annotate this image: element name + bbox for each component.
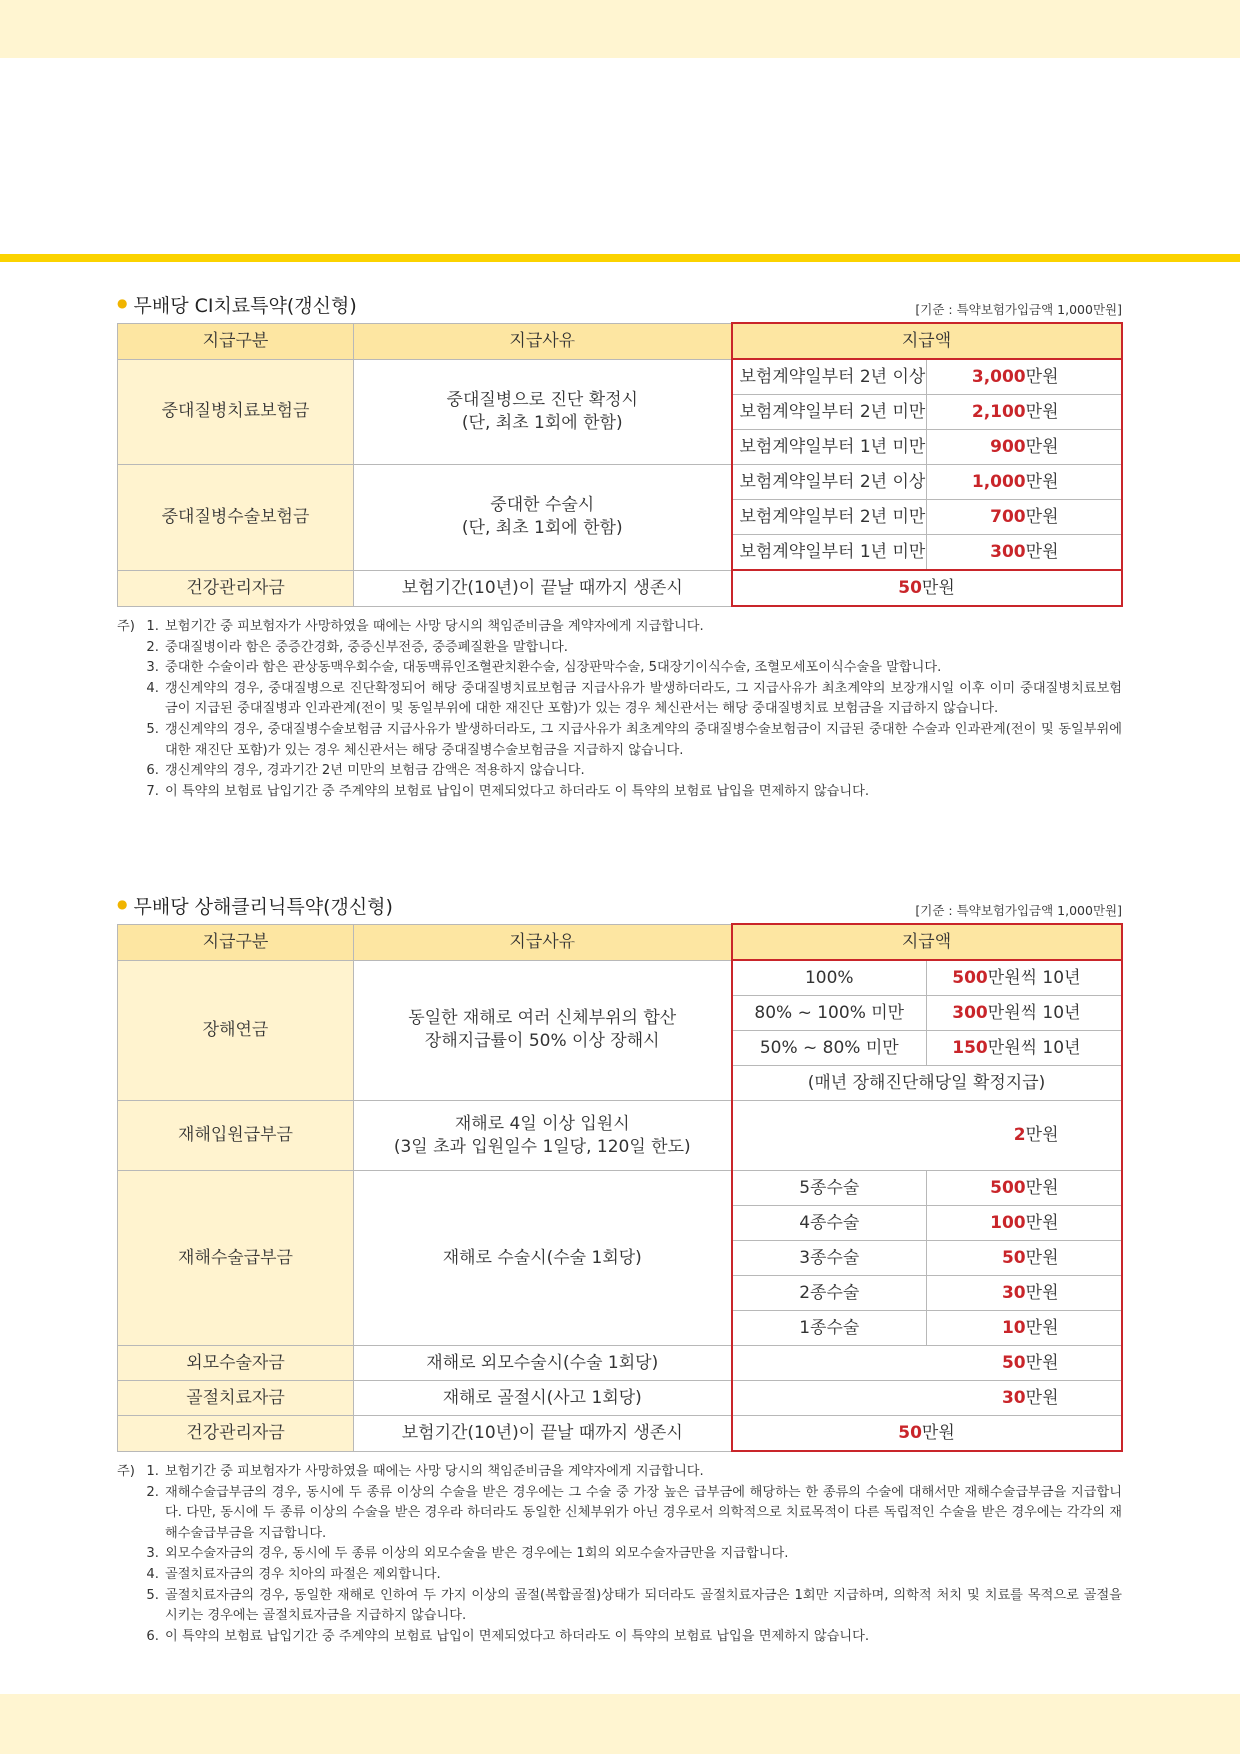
note-item: 3. 외모수술자금의 경우, 동시에 두 종류 이상의 외모수술을 받은 경우에는 1회의 외모수술자금만을 지급합니다. [146,1546,789,1562]
surgery-kind-cell: 1종수술 [732,1311,927,1346]
surgery-kind-cell: 2종수술 [732,1276,927,1311]
reason-cell: 재해로 수술시(수술 1회당) [354,1171,732,1346]
table-row [118,1101,1122,1171]
header-row [118,323,1122,359]
amount-cell: 500만원 [927,1171,1122,1206]
rate-cell: 100% [732,960,927,996]
ci-notes [117,617,1122,802]
category-cell: 재해입원급부금 [118,1101,354,1171]
period-cell: 보험계약일부터 1년 미만 [732,430,927,465]
header-category: 지급구분 [118,924,354,960]
note-item: 4. 골절치료자금의 경우 치아의 파절은 제외합니다. [146,1566,441,1582]
top-band [0,0,1240,58]
reason-cell: 중대한 수술시 (단, 최초 1회에 한함) [354,465,732,571]
amount-cell: 2,100만원 [927,395,1122,430]
reason-cell: 재해로 외모수술시(수술 1회당) [354,1346,732,1381]
table-row [118,465,1122,500]
category-cell: 중대질병수술보험금 [118,465,354,571]
table-row [118,570,1122,606]
section-title: ● 무배당 CI치료특약(갱신형) [117,295,357,317]
amount-cell: 100만원 [927,1206,1122,1241]
rate-cell: 50% ~ 80% 미만 [732,1031,927,1066]
amount-cell: 1,000만원 [927,465,1122,500]
table-row [118,960,1122,996]
injury-rider-section [117,887,1122,1647]
header-reason: 지급사유 [354,323,732,359]
amount-cell: 50만원 [732,570,1122,606]
amount-cell: 300만원씩 10년 [927,996,1122,1031]
period-cell: 보험계약일부터 2년 미만 [732,395,927,430]
period-cell: 보험계약일부터 2년 이상 [732,465,927,500]
reason-cell: 재해로 4일 이상 입원시 (3일 초과 입원일수 1일당, 120일 한도) [354,1101,732,1171]
amount-cell: 50만원 [732,1416,1122,1452]
category-cell: 중대질병치료보험금 [118,359,354,465]
category-cell: 골절치료자금 [118,1381,354,1416]
reason-cell: 보험기간(10년)이 끝날 때까지 생존시 [354,1416,732,1452]
amount-cell: 30만원 [927,1276,1122,1311]
ci-benefit-table [117,322,1123,607]
note-item: 5. 갱신계약의 경우, 중대질병수술보험금 지급사유가 발생하더라도, 그 지급사유가 최초계약의 중대질병수술보험금이 지급된 중대한 수술과 인과관계(전이 및 동일부위에 대한 재진단 포함)가 있는 경우 체신관서는 해당 중대질병수술보험금을 지급하지 않습니다. [146,721,1122,758]
surgery-kind-cell: 3종수술 [732,1241,927,1276]
table-row [118,1381,1122,1416]
reason-cell: 재해로 골절시(사고 1회당) [354,1381,732,1416]
standard-note: [기준 : 특약보험가입금액 1,000만원] [915,302,1122,317]
note-item: 주) 1. 보험기간 중 피보험자가 사망하였을 때에는 사망 당시의 책임준비금을 계약자에게 지급합니다. [117,1464,704,1479]
amount-cell: 2만원 [732,1101,1122,1171]
standard-note: [기준 : 특약보험가입금액 1,000만원] [915,903,1122,918]
category-cell: 재해수술급부금 [118,1171,354,1346]
bullet-icon: ● [117,296,128,310]
amount-cell: 700만원 [927,500,1122,535]
injury-benefit-table [117,923,1123,1452]
ci-rider-section [117,286,1122,802]
table-row [118,1346,1122,1381]
amount-cell: 3,000만원 [927,359,1122,395]
note-item: 2. 중대질병이라 함은 중증간경화, 중증신부전증, 중증폐질환을 말합니다. [146,639,568,655]
bullet-icon: ● [117,897,128,911]
amount-cell: 500만원씩 10년 [927,960,1122,996]
note-item: 2. 재해수술급부금의 경우, 동시에 두 종류 이상의 수술을 받은 경우에는 그 수술 중 가장 높은 급부금에 해당하는 한 종류의 수술에 대해서만 재해수술급부금을 지급합니다. 다만, 동시에 두 종류 이상의 수술을 받은 경우라 하더라도 동일한 신체부위가 아닌 경우로서 의학적으로 치료목적이 다른 독립적인 수술을 받은 경우에는 각각의 재해수술급부금을 지급합니다. [146,1484,1122,1541]
reason-cell: 중대질병으로 진단 확정시 (단, 최초 1회에 한함) [354,359,732,465]
period-cell: 보험계약일부터 2년 미만 [732,500,927,535]
category-cell: 외모수술자금 [118,1346,354,1381]
category-cell: 건강관리자금 [118,1416,354,1452]
amount-cell: 150만원씩 10년 [927,1031,1122,1066]
header-row [118,924,1122,960]
note-item: 4. 갱신계약의 경우, 중대질병으로 진단확정되어 해당 중대질병치료보험금 지급사유가 발생하더라도, 그 지급사유가 최초계약의 보장개시일 이후 이미 중대질병치료보험금이 지급된 중대질병과 인과관계(전이 및 동일부위에 대한 재진단 포함)가 있는 경우 체신관서는 해당 중대질병치료 보험금을 지급하지 않습니다. [146,680,1122,717]
note-item: 5. 골절치료자금의 경우, 동일한 재해로 인하여 두 가지 이상의 골절(복합골절)상태가 되더라도 골절치료자금은 1회만 지급하며, 의학적 처치 및 치료를 목적으로 골절을 시키는 경우에는 골절치료자금을 지급하지 않습니다. [146,1587,1122,1624]
amount-cell: 30만원 [732,1381,1122,1416]
surgery-kind-cell: 5종수술 [732,1171,927,1206]
amount-cell: 50만원 [927,1241,1122,1276]
category-cell: 장해연금 [118,960,354,1101]
header-amount: 지급액 [732,924,1122,960]
amount-cell: 50만원 [732,1346,1122,1381]
reason-cell: 보험기간(10년)이 끝날 때까지 생존시 [354,570,732,606]
period-cell: 보험계약일부터 1년 미만 [732,535,927,571]
note-item: 3. 중대한 수술이라 함은 관상동맥우회수술, 대동맥류인조혈관치환수술, 심장판막수술, 5대장기이식수술, 조혈모세포이식수술을 말합니다. [146,660,942,676]
note-item: 6. 이 특약의 보험료 납입기간 중 주계약의 보험료 납입이 면제되었다고 하더라도 이 특약의 보험료 납입을 면제하지 않습니다. [146,1628,870,1644]
annuity-note-cell: (매년 장해진단해당일 확정지급) [732,1066,1122,1101]
header-category: 지급구분 [118,323,354,359]
reason-cell: 동일한 재해로 여러 신체부위의 합산 장해지급률이 50% 이상 장해시 [354,960,732,1101]
note-item: 주) 1. 보험기간 중 피보험자가 사망하였을 때에는 사망 당시의 책임준비금을 계약자에게 지급합니다. [117,619,704,634]
note-item: 7. 이 특약의 보험료 납입기간 중 주계약의 보험료 납입이 면제되었다고 하더라도 이 특약의 보험료 납입을 면제하지 않습니다. [146,783,870,799]
section-title: ● 무배당 상해클리닉특약(갱신형) [117,896,393,918]
period-cell: 보험계약일부터 2년 이상 [732,359,927,395]
header-reason: 지급사유 [354,924,732,960]
amount-cell: 300만원 [927,535,1122,571]
table-row [118,1416,1122,1452]
category-cell: 건강관리자금 [118,570,354,606]
surgery-kind-cell: 4종수술 [732,1206,927,1241]
yellow-divider [0,254,1240,262]
header-amount: 지급액 [732,323,1122,359]
amount-cell: 900만원 [927,430,1122,465]
amount-cell: 10만원 [927,1311,1122,1346]
note-item: 6. 갱신계약의 경우, 경과기간 2년 미만의 보험금 감액은 적용하지 않습니다. [146,763,585,779]
injury-notes [117,1462,1122,1647]
bottom-band [0,1694,1240,1754]
rate-cell: 80% ~ 100% 미만 [732,996,927,1031]
table-row [118,359,1122,395]
table-row [118,1171,1122,1206]
